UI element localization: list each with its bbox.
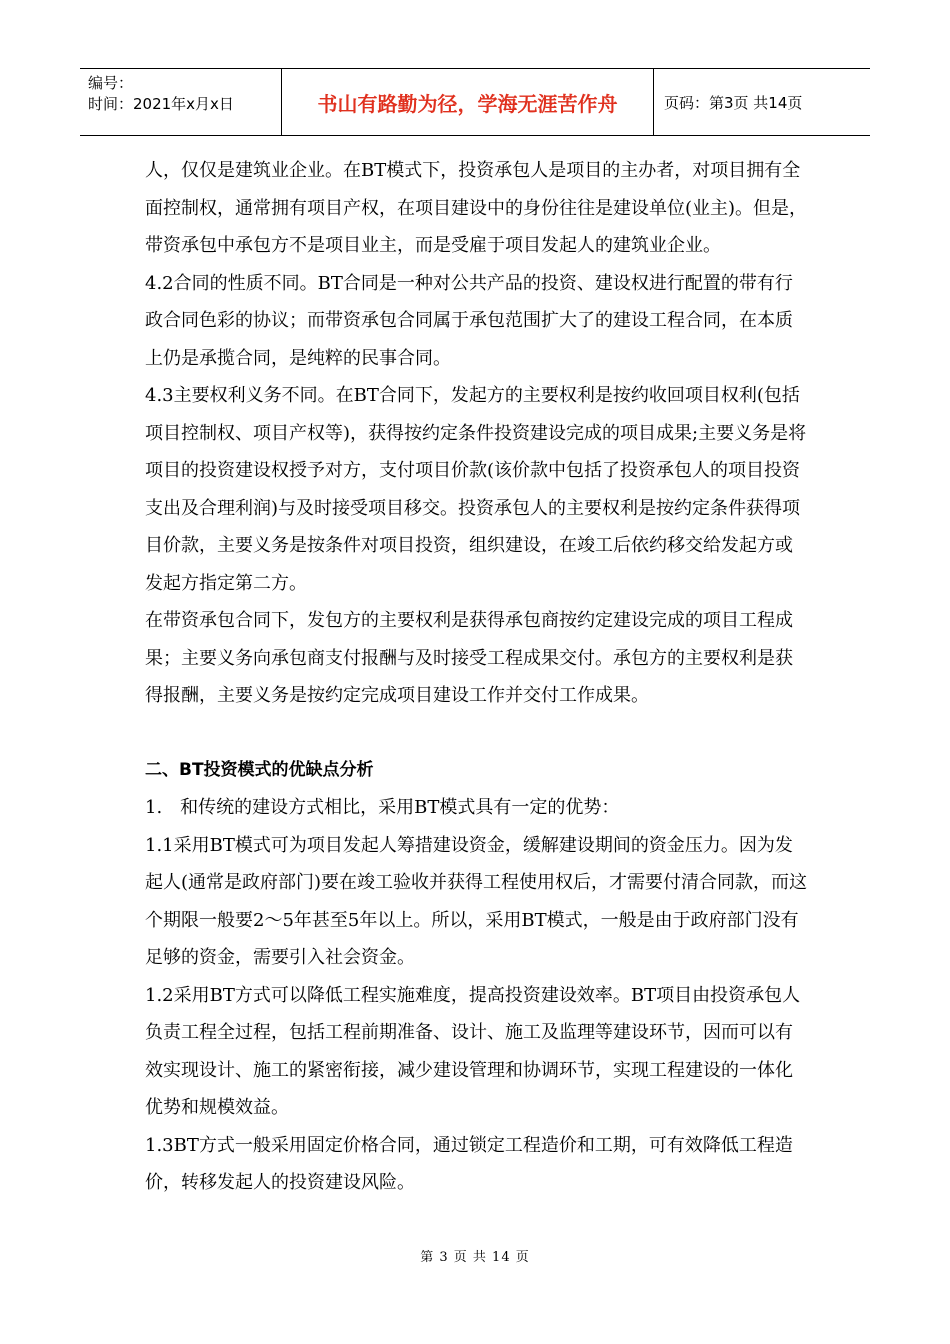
page-header — [80, 68, 870, 136]
paragraph: 1. 和传统的建设方式相比，采用BT模式具有一定的优势： — [145, 797, 620, 818]
page-footer: 第 3 页 共 14 页 — [420, 1250, 530, 1265]
document-body — [145, 152, 810, 1202]
paragraph: 4.3主要权利义务不同。在BT合同下，发起方的主要权利是按约收回项目权利(包括项目控制权、项目产权等)，获得按约定条件投资建设完成的项目成果;主要义务是将项目的投资建设权授予对方，支付项目价款(该价款中包括了投资承包人的项目投资支出及合理利润)与及时接受项目移交。投资承包人的主要权利是按约定条件获得项目价款，主要义务是按条件对项目投资，组织建设，在竣工后依约移交给发起方或发起方指定第二方。 — [145, 385, 807, 594]
section-title: 二、BT投资模式的优缺点分析 — [145, 759, 374, 780]
header-page-info: 页码：第3页 共14页 — [664, 93, 803, 112]
header-meta — [80, 69, 282, 135]
number-label: 编号： — [88, 74, 134, 92]
spacer — [145, 715, 810, 752]
paragraph: 人，仅仅是建筑业企业。在BT模式下，投资承包人是项目的主办者，对项目拥有全面控制权，通常拥有项目产权，在项目建设中的身份往往是建设单位(业主)。但是，带资承包中承包方不是项目业主，而是受雇于项目发起人的建筑业企业。 — [145, 160, 808, 256]
paragraph: 1.1采用BT模式可为项目发起人筹措建设资金，缓解建设期间的资金压力。因为发起人(通常是政府部门)要在竣工验收并获得工程使用权后，才需要付清合同款，而这个期限一般要2～5年甚至5年以上。所以，采用BT模式，一般是由于政府部门没有足够的资金，需要引入社会资金。 — [145, 834, 808, 968]
paragraph: 在带资承包合同下，发包方的主要权利是获得承包商按约定建设完成的项目工程成果；主要义务向承包商支付报酬与及时接受工程成果交付。承包方的主要权利是获得报酬，主要义务是按约定完成项目建设工作并交付工作成果。 — [145, 610, 793, 706]
paragraph: 1.3BT方式一般采用固定价格合同，通过锁定工程造价和工期，可有效降低工程造价，转移发起人的投资建设风险。 — [145, 1134, 793, 1193]
header-motto: 书山有路勤为径，学海无涯苦作舟 — [282, 69, 654, 135]
paragraph: 1.2采用BT方式可以降低工程实施难度，提高投资建设效率。BT项目由投资承包人负责工程全过程，包括工程前期准备、设计、施工及监理等建设环节，因而可以有效实现设计、施工的紧密衔接，减少建设管理和协调环节，实现工程建设的一体化优势和规模效益。 — [145, 984, 801, 1118]
paragraph: 4.2合同的性质不同。BT合同是一种对公共产品的投资、建设权进行配置的带有行政合同色彩的协议；而带资承包合同属于承包范围扩大了的建设工程合同，在本质上仍是承揽合同，是纯粹的民事合同。 — [145, 272, 793, 369]
time-label: 时间：2021年x月x日 — [88, 95, 234, 113]
